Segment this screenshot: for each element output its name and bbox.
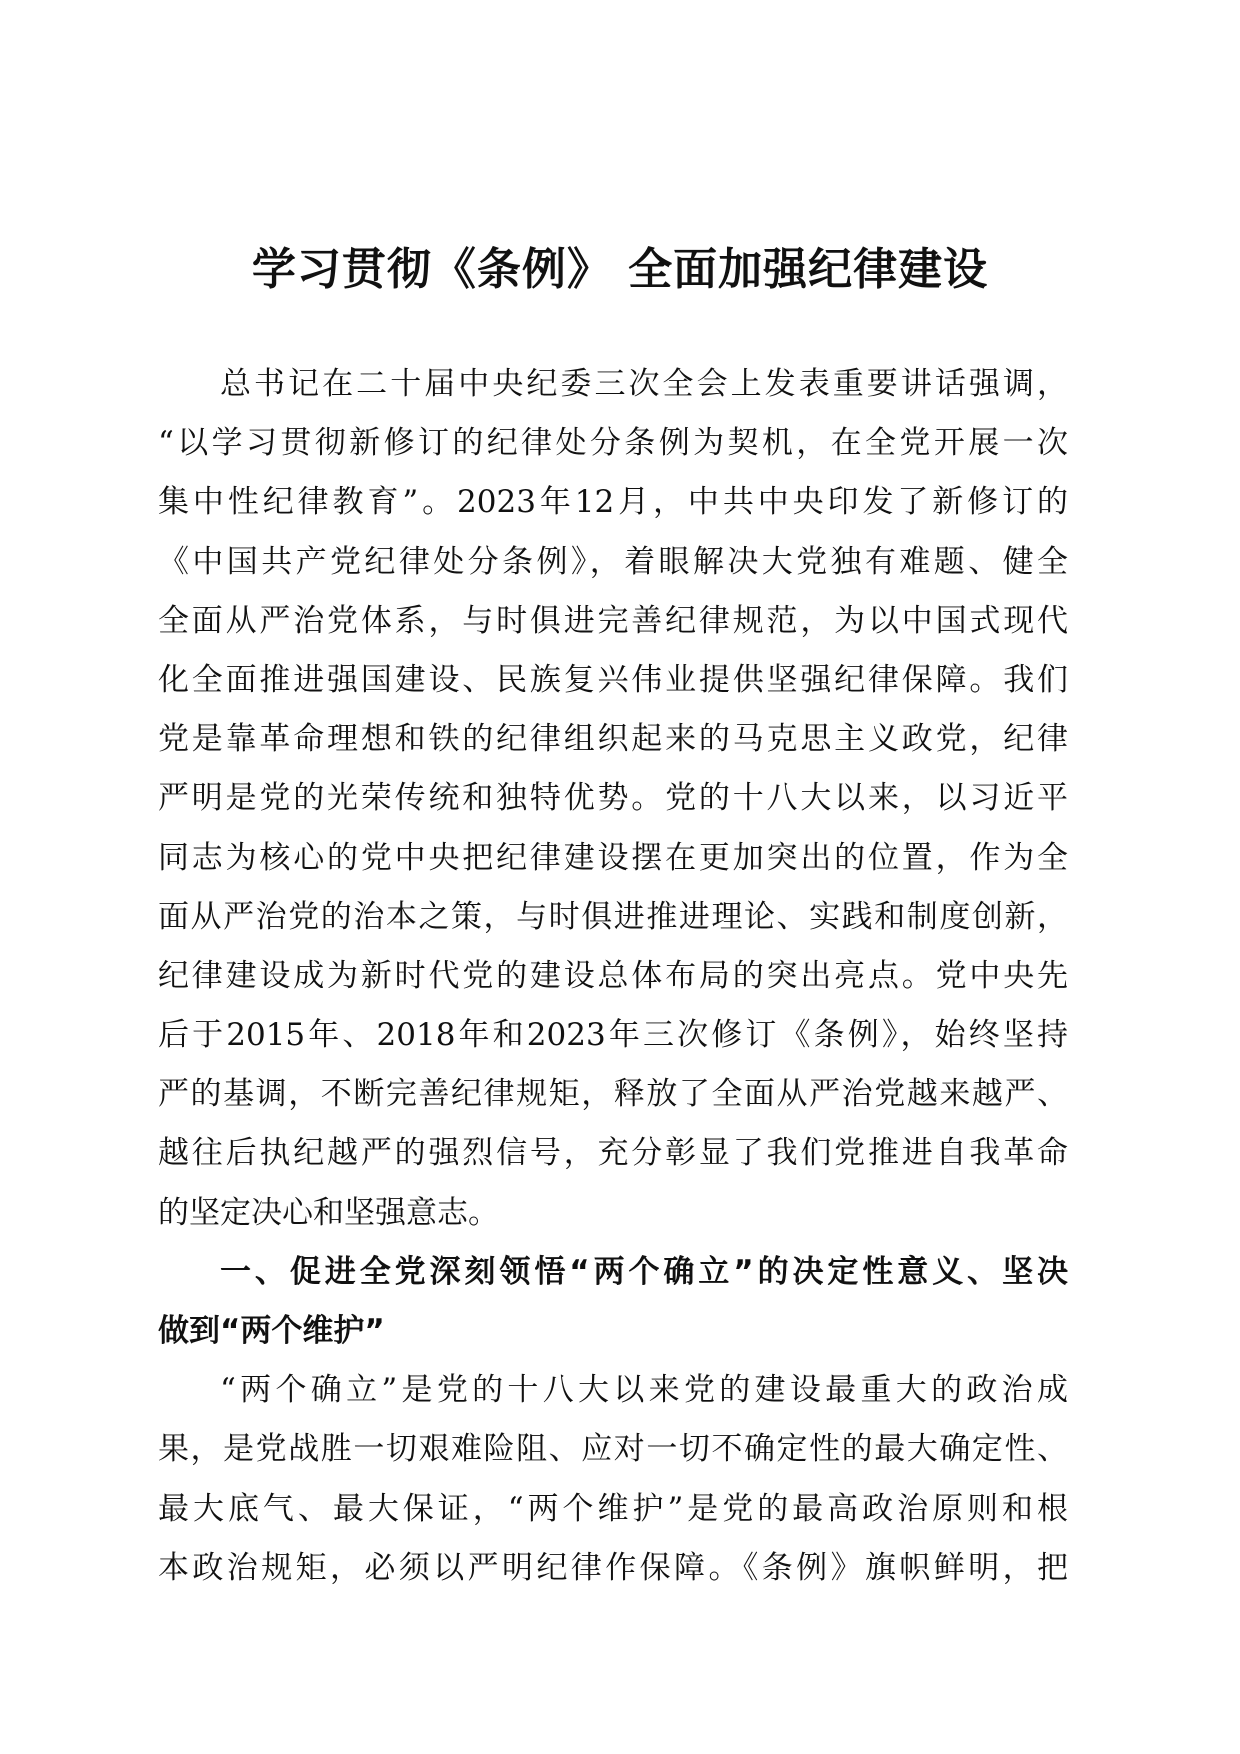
paragraph-line: 严明是党的光荣传统和独特优势。党的十八大以来，以习近平 [158, 780, 1068, 817]
paragraph-line: 面从严治党的治本之策，与时俱进推进理论、实践和制度创新， [158, 898, 1068, 935]
section-heading: 做到“两个维护” [158, 1313, 385, 1349]
paragraph-line: 党是靠革命理想和铁的纪律组织起来的马克思主义政党，纪律 [158, 721, 1068, 758]
paragraph-line: 本政治规矩，必须以严明纪律作保障。《条例》旗帜鲜明，把 [158, 1549, 1068, 1586]
document-title: 学习贯彻《条例》 全面加强纪律建设 [251, 244, 989, 295]
paragraph-line: 《中国共产党纪律处分条例》，着眼解决大党独有难题、健全 [158, 543, 1068, 580]
paragraph-line: 化全面推进强国建设、民族复兴伟业提供坚强纪律保障。我们 [158, 661, 1068, 698]
section-heading: 一、促进全党深刻领悟“两个确立”的决定性意义、坚决 [220, 1253, 1068, 1290]
paragraph-line: 全面从严治党体系，与时俱进完善纪律规范，为以中国式现代 [158, 602, 1068, 639]
paragraph-line: 同志为核心的党中央把纪律建设摆在更加突出的位置，作为全 [158, 839, 1068, 876]
paragraph-line: “以学习贯彻新修订的纪律处分条例为契机，在全党开展一次 [158, 425, 1068, 462]
paragraph-line: 后于2015年、2018年和2023年三次修订《条例》，始终坚持 [158, 1017, 1068, 1054]
paragraph-line: 总书记在二十届中央纪委三次全会上发表重要讲话强调， [220, 366, 1068, 402]
paragraph-line: 越往后执纪越严的强烈信号，充分彰显了我们党推进自我革命 [158, 1135, 1068, 1172]
paragraph-line: 的坚定决心和坚强意志。 [158, 1194, 499, 1231]
paragraph-line: 严的基调，不断完善纪律规矩，释放了全面从严治党越来越严、 [158, 1076, 1068, 1113]
paragraph-line: 果，是党战胜一切艰难险阻、应对一切不确定性的最大确定性、 [158, 1431, 1068, 1468]
document-body [158, 355, 1068, 1598]
paragraph-line: 最大底气、最大保证，“两个维护”是党的最高政治原则和根 [158, 1490, 1068, 1527]
paragraph-line: “两个确立”是党的十八大以来党的建设最重大的政治成 [220, 1372, 1068, 1409]
paragraph-line: 集中性纪律教育”。2023年12月，中共中央印发了新修订的 [158, 484, 1068, 521]
paragraph-line: 纪律建设成为新时代党的建设总体布局的突出亮点。党中央先 [158, 957, 1068, 994]
